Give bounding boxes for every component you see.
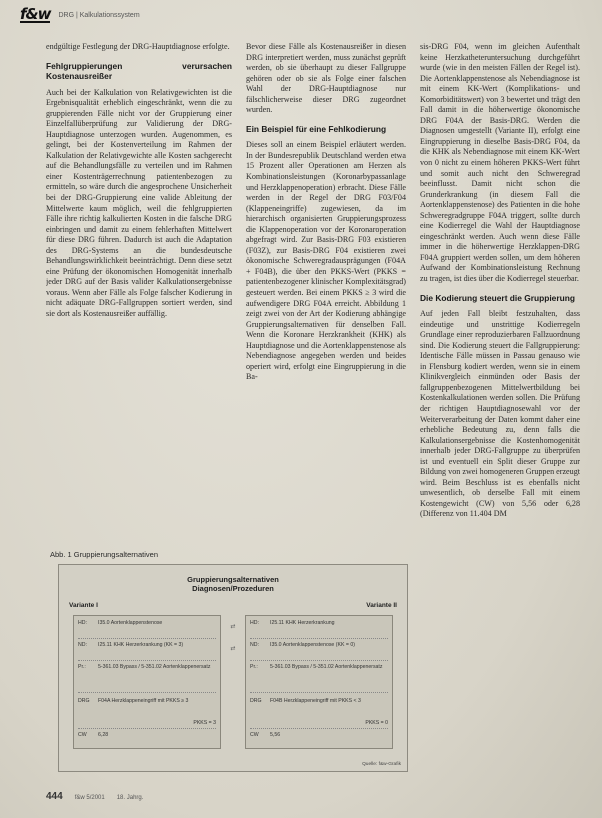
variant-1-label: Variante I (69, 602, 98, 609)
swap-arrow-icon: ⇄ (230, 645, 236, 652)
figure-title-line-2: Diagnosen/Prozeduren (192, 584, 274, 593)
text-column-1 (46, 42, 232, 547)
v2-row-cw (250, 732, 388, 742)
v2-row-hd (250, 620, 388, 639)
v2-row-pr (250, 664, 388, 693)
row-text: F04B Herzklappeneingriff mit PKKS < 3 (270, 698, 361, 704)
paragraph: Auf jeden Fall bleibt festzuhalten, dass eindeutige und unstrittige Kodierregeln Grundlage einer reproduzierbaren Fallzuordnung sind. Die Kodierung steuert die Fallgruppierung: Identische Fälle müssen in Passau genauso wie in Flensburg kodiert werden, wenn sie in einem Klinikvergleich einmünden oder Basis der fallgruppenbezogenen Mittelwertbildung bei Kostenkalkulationen werden sollen. Die Prüfung der richtigen Hauptdiagnosewahl vor der Weiterverarbeitung der Daten kommt daher eine erhebliche Bedeutung zu, denn falls die Kalkulationsergebnisse die Kostenhomogenität innerhalb jeder DRG-Fallgruppe zu überprüfen ist und eventuell ein Split dieser Gruppe zur Bildung von zwei homogeneren Gruppen erzeugt wird. Beim Beschluss ist es ebenfalls nicht unwesentlich, ob derselbe Fall mit einem Kostengewicht (CW) von 5,56 oder 6,28 (Differenz von 11.404 DM (420, 309, 580, 519)
v1-row-nd (78, 642, 216, 661)
row-text: I25.11 KHK Herzerkrankung (270, 620, 335, 626)
figure-source: Quelle: f&w-Grafik (362, 762, 401, 767)
paragraph: endgültige Festlegung der DRG-Hauptdiagnose erfolgte. (46, 42, 230, 51)
v1-row-cw (78, 732, 216, 742)
row-key: DRG (250, 698, 262, 704)
page-footer (46, 791, 143, 802)
row-key: CW (250, 732, 259, 738)
row-text: F04A Herzklappeneingriff mit PKKS ≥ 3 (98, 698, 189, 704)
row-key: HD: (250, 620, 259, 626)
figure-title (59, 575, 407, 593)
row-key: ND: (250, 642, 259, 648)
section-label: DRG | Kalkulationssystem (58, 11, 140, 19)
pkks-value: PKKS = 3 (193, 719, 216, 726)
row-key: CW (78, 732, 87, 738)
section-heading: Die Kodierung steuert die Gruppierung (420, 292, 575, 303)
section-heading: Ein Beispiel für eine Fehlkodierung (246, 123, 387, 134)
swap-arrow-icon: ⇄ (230, 623, 236, 630)
v1-row-hd (78, 620, 216, 639)
row-text: I25.11 KHK Herzerkrankung (KK = 3) (98, 642, 184, 648)
row-key: ND: (78, 642, 87, 648)
v1-row-pr (78, 664, 216, 693)
paragraph: Auch bei der Kalkulation von Relativgewichten ist die Ergebnisqualität erheblich eingeschränkt, wenn die zu gruppierenden Fälle nicht vor der Gruppierung einer Einzelfallüberprüfung zur Validierung der DRG-Hauptdiagnose unterzogen wurden. Augenommen, es gelingt, bei der Kostenverteilung im Rahmen der Kalkulation der Relativgewichte alle Kosten sachgerecht auf die Behandlungsfälle zu verteilen und im Rahmen einer Kostenträgerrechnung patientenbezogen zu ermitteln, so wäre durch die angesprochene Unsicherheit bei der DRG-Gruppierung eine valide Ableitung der Mittelwerte kaum möglich, weil die fehlgruppierten Fälle ihre richtig kalkulierten Kosten in die falsche DRG einbringen und damit zu einem fehlerhaften Mittelwert für diese DRG führen. Dadurch ist auch die Adaptation des DRG-Systems an die bundesdeutsche Behandlungswirklichkeit beeinträchtigt. Denn diese setzt eine Prüfung der ökonomischen Homogenität innerhalb jeder DRG auf der Basis valider Kalkulationsergebnisse voraus. Wenn aber Fälle als Folge falscher Kodierung in nicht adäquate DRG-Fallgruppen sortiert werden, sind sie dort als Kostenausreißer auffällig. (46, 87, 232, 319)
page-number: 444 (46, 791, 63, 802)
v2-row-drg (250, 698, 388, 729)
paragraph: Bevor diese Fälle als Kostenausreißer in diesen DRG interpretiert werden, muss zunächst geprüft werden, ob sie überhaupt zu dieser Fallgruppe gehören oder ob sie als Folge einer falschen Wahl der DRG-Hauptdiagnose nur fälschlicherweise dieser DRG zugeordnet wurden. (246, 42, 406, 115)
row-text: 5-361.03 Bypass / 5-351.02 Aortenklappenersatz (98, 664, 211, 670)
row-text: 6,28 (98, 732, 109, 738)
figure-title-line-1: Gruppierungsalternativen (187, 575, 279, 584)
figure-caption: Abb. 1 Gruppierungsalternativen (50, 550, 158, 559)
pkks-value: PKKS = 0 (365, 719, 388, 726)
issue-label: f&w 5/2001 (74, 795, 105, 801)
text-column-2 (246, 42, 406, 547)
variant-1-box (73, 615, 221, 749)
variant-2-box (245, 615, 393, 749)
paragraph: sis-DRG F04, wenn im gleichen Aufenthalt keine Herzkatheteruntersuchung durchgeführt wurde (wie in den meisten Fällen der Regel ist). Die Aortenklappenstenose als Nebendiagnose ist mit einem KK-Wert (Komplikations- und Komorbiditätswert) von 3 bewertet und trägt den Fall damit in die höherwertige ökonomische DRG F04A der Basis-DRG. Werden die Diagnosen umgestellt (Variante II), erfolgt eine Eingruppierung in dieselbe Basis-DRG F04, da die KHK als Nebendiagnose mit einem KK-Wert von 0 nicht zu einem höheren PKKS-Wert führt und somit auch nicht den Schweregrad beeinflusst. Damit nicht schon die Grunderkrankung (in diesem Fall die Aortenklappenstenose) des Patienten in die hohe Schweregradgruppe F04A triggert, sollte durch eine Kodierregel die Wahl der Hauptdiagnose eingeschränkt werden. Auch wenn diese Fälle immer in die höherwertige Herzklappen-DRG F04A gruppiert werden sollen, um dem höheren Aufwand der Kombinationsleistung Rechnung zu tragen, ist dies über die Kodierregel steuerbar. (420, 42, 580, 284)
paragraph: Dieses soll an einem Beispiel erläutert werden. In der Bundesrepublik Deutschland werden etwa 15 Prozent aller Operationen am Herzen als Kombinationsleistungen (Koronarbypassanlage und Herzklappenoperation) erbracht. Diese Fälle werden in der Regel der DRG F03/F04 (Klappeneingriffe) zugewiesen, da im hierarchisch organisierten Gruppierungsprozess die Klappenoperation vor der Koronaroperation abgefragt wird. Zur Basis-DRG F03 existieren (F03Z), zur Basis-DRG F04 existieren zwei ökonomische Schweregradausprägungen (F04A + F04B), die über den PKKS-Wert (PKKS = patientenbezogener klinischer Komplexitätsgrad) gesteuert werden. Bei einem PKKS ≥ 3 wird die aufwendigere DRG F04A erreicht. Abbildung 1 zeigt zwei von der Art der Kodierung abhängige Gruppierungsalternativen für denselben Fall. Wenn die Koronare Herzkrankheit (KHK) als Hauptdiagnose und die Aortenklappenstenose als Nebendiagnose angegeben werden und beides operiert wird, erfolgt eine Eingruppierung in die Ba- (246, 140, 406, 382)
page-header (20, 6, 140, 24)
row-text: I35.0 Aortenklappenstenose (98, 620, 163, 626)
figure-grouping-alternatives (58, 564, 408, 772)
year-label: 18. Jahrg. (116, 795, 144, 801)
magazine-logo: f&w (20, 5, 51, 23)
v1-row-drg (78, 698, 216, 729)
row-key: Pr.: (78, 664, 86, 670)
text-column-3 (420, 42, 580, 782)
section-heading: Fehlgruppierungen verursachen Kostenausreißer (46, 60, 232, 82)
row-key: HD: (78, 620, 87, 626)
row-key: Pr.: (250, 664, 258, 670)
variant-2-label: Variante II (366, 602, 397, 609)
row-key: DRG (78, 698, 90, 704)
row-text: 5-361.03 Bypass / 5-351.02 Aortenklappenersatz (270, 664, 383, 670)
v2-row-nd (250, 642, 388, 661)
row-text: 5,56 (270, 732, 281, 738)
row-text: I35.0 Aortenklappenstenose (KK = 0) (270, 642, 355, 648)
